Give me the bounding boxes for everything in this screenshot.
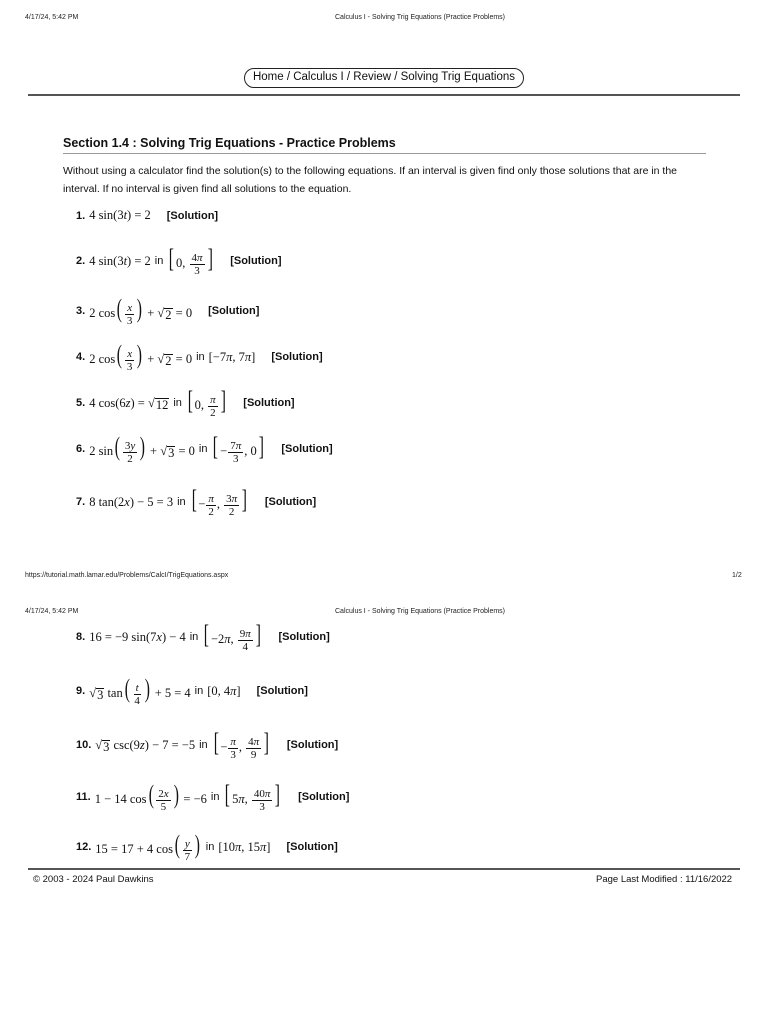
breadcrumb[interactable]: Home / Calculus I / Review / Solving Trig Equations xyxy=(244,68,524,88)
solution-link[interactable]: [Solution] xyxy=(230,255,282,268)
problem-equation: 4 cos(6z) = √ 12 xyxy=(89,395,169,412)
intro-text: Without using a calculator find the solution(s) to the following equations. If an interval is given find only those solutions that are in the interval. If no interval is given find all solutions to the equation. xyxy=(63,165,678,195)
solution-link[interactable]: [Solution] xyxy=(256,685,308,698)
in-label: in xyxy=(196,351,205,364)
problem-3 xyxy=(76,296,259,327)
header-divider xyxy=(28,94,740,96)
solution-link[interactable]: [Solution] xyxy=(281,443,333,456)
problem-4 xyxy=(76,342,323,373)
problem-equation: 2 cos( $\frac{x}{3}$ ) + √ 2 = 0 xyxy=(89,340,193,373)
in-label: in xyxy=(154,255,164,268)
problem-equation: 4 sin(3t) = 2 xyxy=(89,253,151,268)
in-label: in xyxy=(210,791,220,804)
in-label: in xyxy=(199,739,208,752)
problem-interval: [ − $\frac{\pi}{2}$ , $\frac{3\pi}{2}$ ] xyxy=(191,485,248,518)
problem-1 xyxy=(76,208,218,223)
footer-divider xyxy=(28,868,740,870)
solution-link[interactable]: [Solution] xyxy=(243,397,295,410)
problem-interval: [ −2π, $\frac{9\pi}{4}$ ] xyxy=(204,620,261,653)
problem-equation: √ 3 tan( $\frac{t}{4}$ ) + 5 = 4 xyxy=(89,674,191,707)
print-timestamp: 4/17/24, 5:42 PM xyxy=(25,14,79,21)
last-modified: Page Last Modified : 11/16/2022 xyxy=(596,874,733,885)
in-label: in xyxy=(177,496,186,509)
print-doc-title: Calculus I - Solving Trig Equations (Practice Problems) xyxy=(335,14,506,21)
problem-8 xyxy=(76,622,330,653)
solution-link[interactable]: [Solution] xyxy=(298,791,350,804)
problem-9 xyxy=(76,676,308,707)
solution-link[interactable]: [Solution] xyxy=(166,209,219,222)
in-label: in xyxy=(205,841,215,854)
problem-number: 4. xyxy=(76,351,86,364)
section-title: Section 1.4 : Solving Trig Equations - Practice Problems xyxy=(63,136,396,150)
problem-equation: √ 3 csc(9z) − 7 = −5 xyxy=(95,737,196,754)
problem-10 xyxy=(76,730,338,761)
problem-number: 11. xyxy=(76,791,91,804)
problem-interval: [ 0, $\frac{4\pi}{3}$ ] xyxy=(169,244,213,277)
problem-equation: 1 − 14 cos( $\frac{2x}{5}$ ) = −6 xyxy=(94,780,207,813)
problem-number: 1. xyxy=(76,209,86,222)
problem-number: 8. xyxy=(76,631,86,644)
solution-link[interactable]: [Solution] xyxy=(208,305,260,318)
in-label: in xyxy=(189,631,199,644)
problem-number: 9. xyxy=(76,685,86,698)
problem-11 xyxy=(76,782,349,813)
problem-number: 10. xyxy=(76,739,92,752)
problem-5 xyxy=(76,388,295,419)
problem-number: 12. xyxy=(76,841,92,854)
print-page-number: 1/2 xyxy=(732,572,742,579)
problem-interval: [ − $\frac{\pi}{3}$ , $\frac{4\pi}{9}$ ] xyxy=(213,728,270,761)
problem-interval: [−7π, 7π] xyxy=(208,349,256,364)
problem-interval: [ 0, $\frac{\pi}{2}$ ] xyxy=(187,386,226,419)
in-label: in xyxy=(173,397,182,410)
problem-12 xyxy=(76,832,338,863)
problem-equation: 2 cos( $\frac{x}{3}$ ) + √ 2 = 0 xyxy=(89,294,193,327)
problem-equation: 4 sin(3t) = 2 xyxy=(89,208,151,222)
problem-number: 2. xyxy=(76,255,86,268)
problem-equation: 2 sin( $\frac{3y}{2}$ ) + √ 3 = 0 xyxy=(89,432,195,465)
problem-equation: 16 = −9 sin(7x) − 4 xyxy=(89,629,186,644)
problem-interval: [ 5π, $\frac{40\pi}{3}$ ] xyxy=(225,780,281,813)
solution-link[interactable]: [Solution] xyxy=(286,739,339,752)
problem-interval: [0, 4π] xyxy=(207,683,241,698)
print-doc-title: Calculus I - Solving Trig Equations (Practice Problems) xyxy=(335,608,506,615)
problem-7 xyxy=(76,487,316,518)
problem-number: 6. xyxy=(76,443,86,456)
print-url: https://tutorial.math.lamar.edu/Problems/CalcI/TrigEquations.aspx xyxy=(25,572,229,579)
problem-equation: 15 = 17 + 4 cos( $\frac{y}{7}$ ) xyxy=(95,830,201,863)
problem-number: 3. xyxy=(76,305,86,318)
problem-number: 5. xyxy=(76,397,86,410)
problem-6 xyxy=(76,434,333,465)
problem-interval: [ − $\frac{7\pi}{3}$ , 0] xyxy=(213,432,264,465)
solution-link[interactable]: [Solution] xyxy=(286,841,338,854)
solution-link[interactable]: [Solution] xyxy=(264,496,317,509)
problem-interval: [10π, 15π] xyxy=(218,839,271,854)
problem-2 xyxy=(76,246,282,277)
in-label: in xyxy=(194,685,204,698)
print-timestamp: 4/17/24, 5:42 PM xyxy=(25,608,79,615)
solution-link[interactable]: [Solution] xyxy=(278,631,330,644)
section-title-underline xyxy=(63,153,706,154)
in-label: in xyxy=(198,443,208,456)
problem-number: 7. xyxy=(76,496,86,509)
solution-link[interactable]: [Solution] xyxy=(271,351,323,364)
copyright: © 2003 - 2024 Paul Dawkins xyxy=(33,874,154,885)
problem-equation: 8 tan(2x) − 5 = 3 xyxy=(89,494,174,509)
